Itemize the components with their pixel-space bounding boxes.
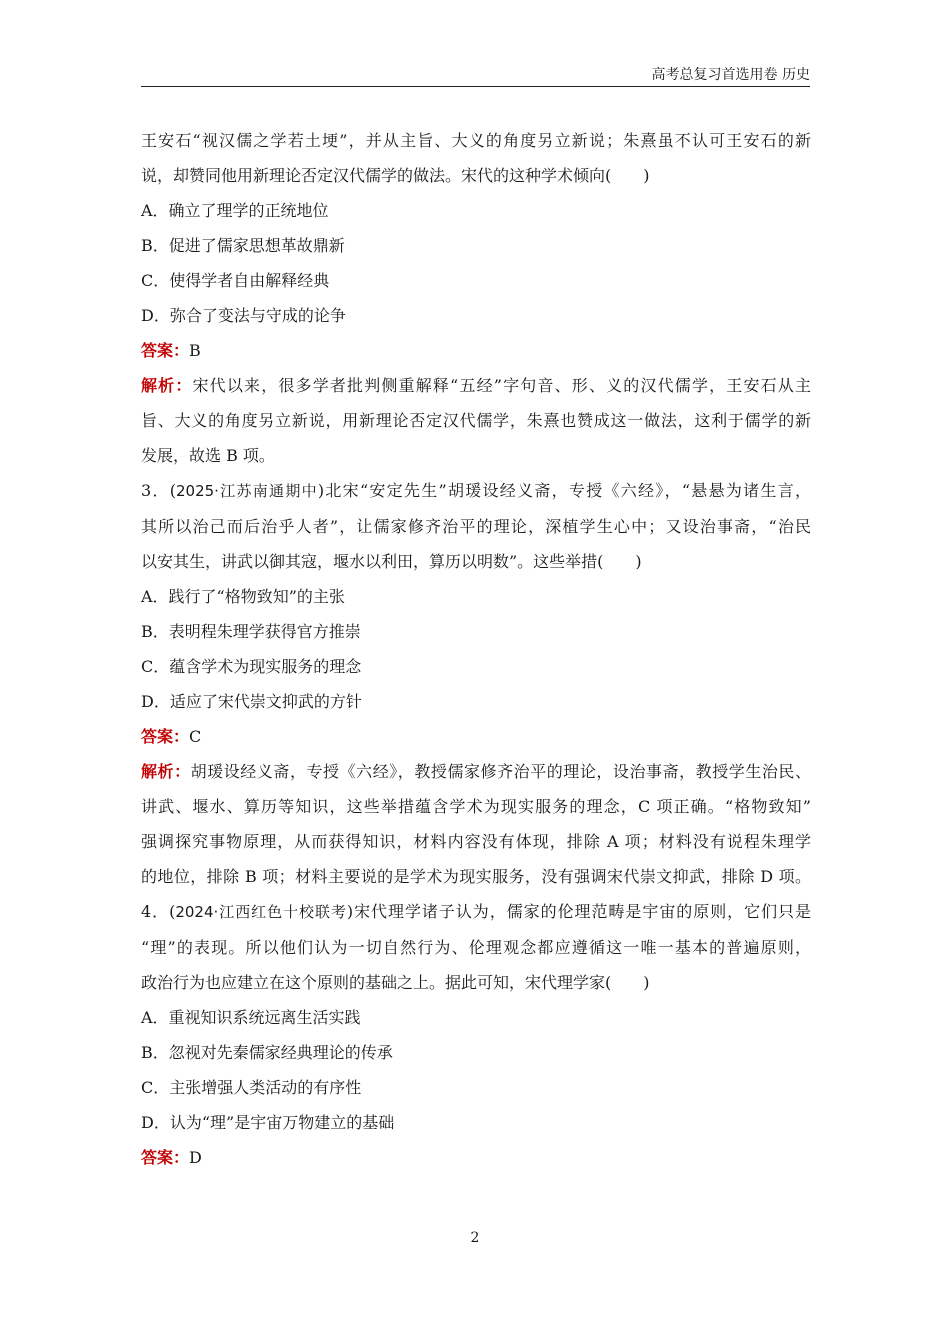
q2-option-c: C．使得学者自由解释经典 [141, 271, 330, 290]
q3-analysis-line-4: 的地位，排除 B 项；材料主要说的是学术为现实服务，没有强调宋代崇文抑武，排除 D 项。 [141, 867, 811, 886]
q2-analysis-line-3: 发展，故选 B 项。 [141, 446, 275, 465]
q3-stem-line-3: 以安其生，讲武以御其寇，堰水以利田，算历以明数”。这些举措( ) [141, 552, 642, 571]
q4-option-a: A．重视知识系统远离生活实践 [141, 1008, 361, 1027]
page-content [141, 123, 811, 1175]
question-source: 2025·江苏南通期中 [175, 482, 318, 500]
question-number: 4．( [141, 902, 176, 921]
q3-analysis-line-2: 讲武、堰水、算历等知识，这些举措蕴含学术为现实服务的理念，C 项正确。“格物致知” [141, 797, 811, 816]
q2-option-d: D．弥合了变法与守成的论争 [141, 306, 346, 325]
answer-value: C [189, 727, 202, 746]
q3-option-c: C．蕴含学术为现实服务的理念 [141, 657, 362, 676]
analysis-text: 胡瑗设经义斋，专授《六经》，教授儒家修齐治平的理论，设治事斋，教授学生治民、 [190, 762, 811, 781]
question-text: )宋代理学诸子认为，儒家的伦理范畴是宇宙的原则，它们只是 [346, 902, 811, 921]
analysis-label: 解析： [141, 376, 193, 395]
answer-label: 答案： [141, 1148, 190, 1167]
q4-stem-line-2: “理”的表现。所以他们认为一切自然行为、伦理观念都应遵循这一唯一基本的普遍原则， [141, 938, 811, 957]
q3-option-b: B．表明程朱理学获得官方推崇 [141, 622, 361, 641]
q4-stem-line-1 [141, 894, 811, 930]
q3-analysis-line-3: 强调探究事物原理，从而获得知识，材料内容没有体现，排除 A 项；材料没有说程朱理学 [141, 832, 811, 851]
question-text: )北宋“安定先生”胡瑗设经义斋，专授《六经》，“悬悬为诸生言， [317, 481, 811, 500]
question-source: 2024·江西红色十校联考 [175, 903, 347, 921]
q3-stem-line-2: 其所以治己而后治乎人者”，让儒家修齐治平的理论，深植学生心中；又设治事斋，“治民 [141, 517, 811, 536]
q3-option-d: D．适应了宋代崇文抑武的方针 [141, 692, 362, 711]
q2-stem-line-1: 王安石“视汉儒之学若土埂”，并从主旨、大义的角度另立新说；朱熹虽不认可王安石的新 [141, 131, 811, 150]
q2-answer [141, 333, 811, 368]
q4-answer [141, 1140, 811, 1175]
q3-analysis-line-1 [141, 754, 811, 789]
q2-analysis-line-2: 旨、大义的角度另立新说，用新理论否定汉代儒学，朱熹也赞成这一做法，这利于儒学的新 [141, 411, 811, 430]
q4-option-b: B．忽视对先秦儒家经典理论的传承 [141, 1043, 393, 1062]
analysis-text: 宋代以来，很多学者批判侧重解释“五经”字句音、形、义的汉代儒学，王安石从主 [192, 376, 811, 395]
q4-stem-line-3: 政治行为也应建立在这个原则的基础之上。据此可知，宋代理学家( ) [141, 973, 650, 992]
page-header: 高考总复习首选用卷 历史 [651, 67, 810, 83]
page-number: 2 [470, 1230, 480, 1246]
q2-option-b: B．促进了儒家思想革故鼎新 [141, 236, 345, 255]
answer-value: D [189, 1148, 202, 1167]
q4-option-d: D．认为“理”是宇宙万物建立的基础 [141, 1113, 395, 1132]
analysis-label: 解析： [141, 762, 191, 781]
q3-stem-line-1 [141, 473, 811, 509]
answer-value: B [189, 341, 201, 360]
q3-option-a: A．践行了“格物致知”的主张 [141, 587, 345, 606]
q2-option-a: A．确立了理学的正统地位 [141, 201, 329, 220]
q4-option-c: C．主张增强人类活动的有序性 [141, 1078, 362, 1097]
question-number: 3．( [141, 481, 176, 500]
header-divider [141, 86, 810, 87]
answer-label: 答案： [141, 341, 190, 360]
answer-label: 答案： [141, 727, 190, 746]
q3-answer [141, 719, 811, 754]
q2-analysis-line-1 [141, 368, 811, 403]
q2-stem-line-2: 说，却赞同他用新理论否定汉代儒学的做法。宋代的这种学术倾向( ) [141, 166, 650, 185]
